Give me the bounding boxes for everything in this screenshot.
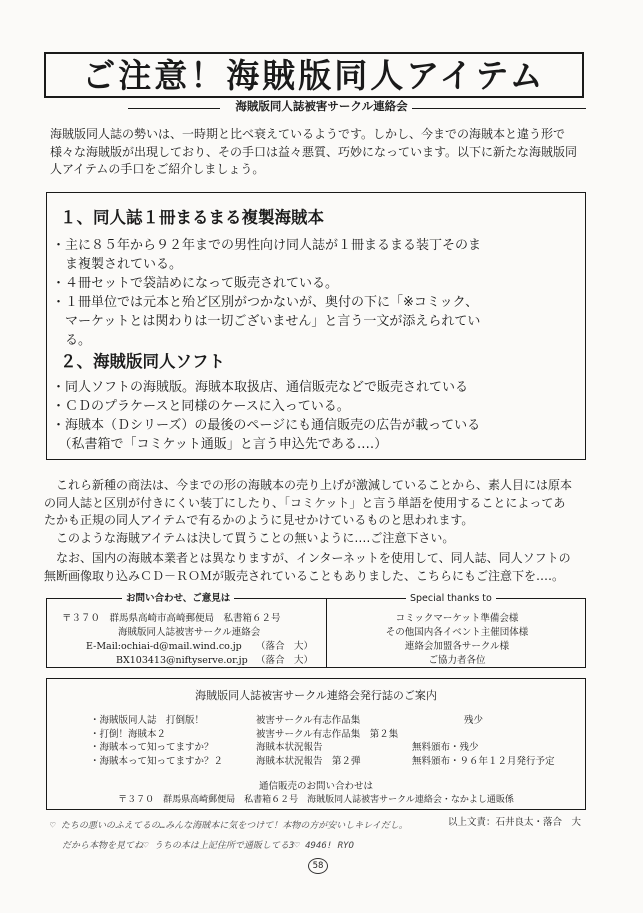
- contact-title: お問い合わせ、ご意見は: [122, 592, 234, 605]
- body-line: 無断画像取り込みＣＤ－ＲＯＭが販売されていることもありました、こちらにもご注意下を‥‥。: [44, 568, 565, 583]
- contact-divider: [326, 598, 327, 668]
- list-item: ・同人ソフトの海賊版。海賊本取扱店、通信販売などで販売されている: [52, 380, 469, 395]
- contact-name-1: （落合 大）: [256, 641, 314, 652]
- list-item: マーケットとは関わりは一切ございません」と言う一文が添えられてい: [52, 314, 481, 329]
- page-number: 58: [308, 858, 328, 874]
- thanks-title: Special thanks to: [406, 592, 496, 605]
- intro-line: 海賊版同人誌の勢いは、一時期と比べ衰えているようです。しかし、今までの海賊本と違う形で: [50, 127, 566, 141]
- body-paragraph-1: [44, 477, 614, 530]
- mail-order-address: 〒３７０ 群馬県高崎郵便局 私書箱６２号 海賊版同人誌被害サークル連絡会・なかよし通販係: [118, 795, 514, 805]
- list-item: ・４冊セットで袋詰めになって販売されている。: [52, 276, 339, 291]
- body-paragraph-2: [44, 530, 614, 548]
- body-line: このような海賊アイテムは決して買うことの無いように‥‥ご注意下さい。: [44, 531, 455, 545]
- title-box: [44, 52, 584, 98]
- page-title: ご注意！海賊版同人アイテム: [82, 56, 546, 95]
- thanks-line: その他国内各イベント主催団体様: [385, 627, 529, 638]
- list-item: る。: [52, 333, 92, 348]
- contact-email-2[interactable]: BX103413@niftyserve.or.jp: [116, 655, 248, 666]
- list-item: ・ＣＤのプラケースと同様のケースに入っている。: [52, 399, 350, 414]
- body-line: たかも正規の同人アイテムで有るかのように見せかけているものと思われます。: [44, 513, 474, 527]
- credits: 以上文責：石井良太・落合 大: [448, 817, 582, 828]
- publication-type: 被害サークル有志作品集 第２集: [256, 728, 399, 740]
- thanks-line: コミックマーケット準備会様: [395, 613, 519, 624]
- intro-line: 様々な海賊版が出現しており、その手口は益々悪質、巧妙になっています。以下に新たな海賊版同: [50, 144, 578, 159]
- intro-paragraph: [50, 126, 610, 179]
- body-line: なお、国内の海賊本業者とは異なりますが、インターネットを使用して、同人誌、同人ソフトの: [44, 551, 571, 565]
- publication-type: 海賊本状況報告: [256, 742, 323, 753]
- body-paragraph-3: [44, 550, 614, 585]
- publication-status: 無料頒布・残少: [412, 742, 479, 753]
- contact-org: 海賊版同人誌被害サークル連絡会: [118, 627, 261, 638]
- section1-heading: １、同人誌１冊まるまる複製海賊本: [60, 208, 324, 227]
- section1-list: [52, 236, 582, 350]
- publications-types: [256, 714, 398, 768]
- publication-name: ・打倒！海賊本２: [90, 728, 167, 740]
- thanks-line: ご協力者各位: [428, 655, 486, 666]
- publication-status: [412, 728, 555, 742]
- contact-address: 〒３７０ 群馬県高崎市高崎郵便局 私書箱６２号: [62, 613, 281, 624]
- publications-title: 海賊版同人誌被害サークル連絡会発行誌のご案内: [195, 689, 437, 702]
- list-item: ・海賊本（Ｄシリーズ）の最後のページにも通信販売の広告が載っている: [52, 418, 481, 433]
- list-item: ・１冊単位では元本と殆ど区別がつかないが、奥付の下に「※コミック、: [52, 295, 479, 310]
- publication-type: 海賊本状況報告 第２弾: [256, 755, 361, 767]
- section2-list: [52, 378, 582, 454]
- handwritten-note-line: だから本物を見てね♡ うちの本は上記住所で通販してる3♡ 4946! RYO: [62, 841, 354, 851]
- handwritten-note-line: ♡ たちの悪いのふえてるの…みんな海賊本に気をつけて！本物の方が安いしキレイだし。: [50, 821, 408, 831]
- thanks-line: 連絡会加盟各サークル様: [404, 641, 510, 652]
- publication-name: ・海賊版同人誌 打倒版！: [90, 715, 205, 726]
- contact-email-1[interactable]: E-Mail:ochiai-d@mail.wind.co.jp: [86, 641, 242, 652]
- intro-line: 人アイテムの手口をご紹介しましょう。: [50, 162, 265, 176]
- publication-status: 残少: [464, 715, 484, 726]
- contact-name-2: （落合 大）: [256, 655, 314, 666]
- mail-order-title: 通信販売のお問い合わせは: [258, 781, 373, 792]
- section2-heading: ２、海賊版同人ソフト: [60, 352, 225, 371]
- list-item: （私書箱で「コミケット通販」と言う申込先である‥‥）: [52, 437, 388, 452]
- page-subtitle: 海賊版同人誌被害サークル連絡会: [235, 99, 408, 113]
- publication-type: 被害サークル有志作品集: [256, 715, 361, 726]
- body-line: の同人誌と区別が付きにくい装丁にしたり、「コミケット」と言う単語を使用することによってあ: [44, 495, 566, 510]
- publication-name: ・海賊本って知ってますか？２: [90, 755, 224, 767]
- publications-status: [412, 714, 555, 768]
- publication-name: ・海賊本って知ってますか？: [90, 742, 214, 753]
- publication-status: 無料頒布・９６年１２月発行予定: [412, 755, 555, 767]
- list-item: ま複製されている。: [52, 257, 183, 272]
- publications-names: [90, 714, 223, 768]
- body-line: これら新種の商法は、今までの形の海賊本の売り上げが激減していることから、素人目には原本: [44, 478, 573, 492]
- list-item: ・主に８５年から９２年までの男性向け同人誌が１冊まるまる装丁そのま: [52, 238, 482, 253]
